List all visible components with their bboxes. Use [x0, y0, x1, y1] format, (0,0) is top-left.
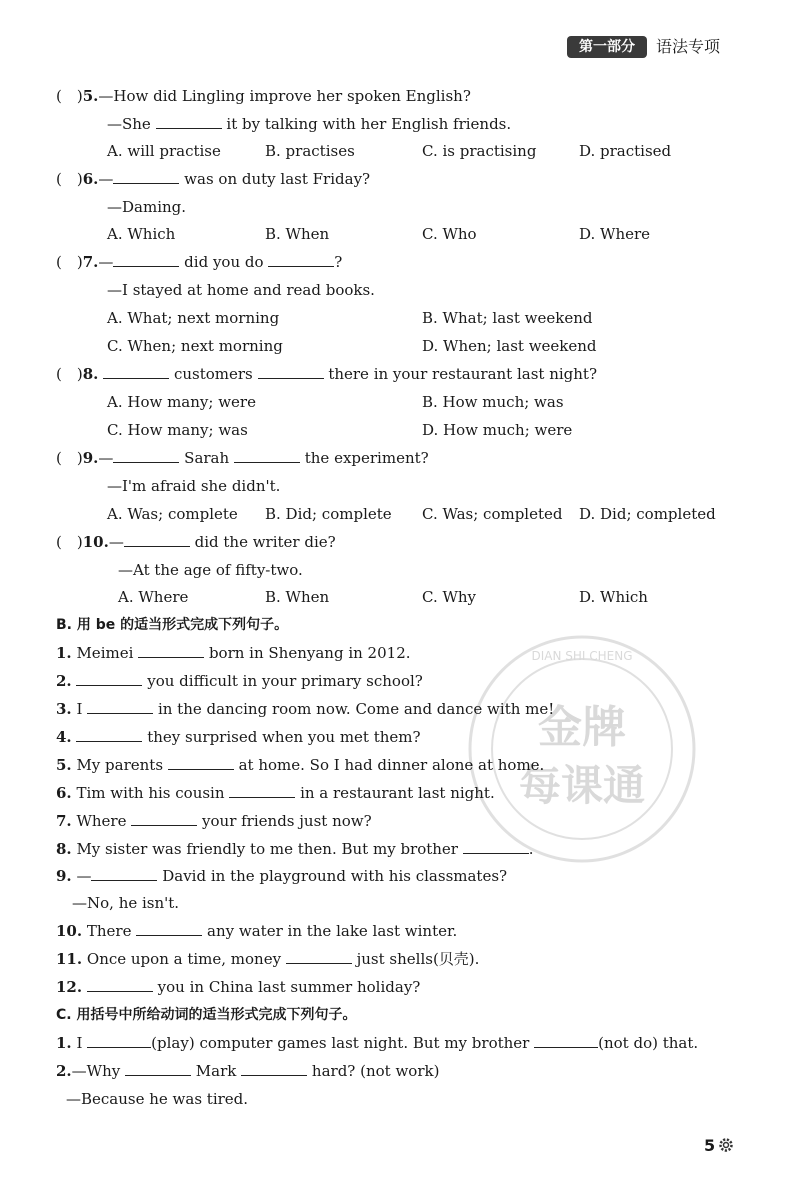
- b-item-12: [56, 977, 420, 997]
- answer-blank[interactable]: [76, 671, 142, 686]
- item-number: 8.: [56, 840, 72, 858]
- item-number: 3.: [56, 700, 72, 718]
- text: —She: [107, 115, 151, 133]
- text: —Why: [71, 1062, 121, 1080]
- answer-blank[interactable]: [234, 448, 300, 463]
- option-d: D. When; last weekend: [422, 337, 597, 355]
- option-c: C. How many; was: [107, 421, 248, 439]
- text: you difficult in your primary school?: [147, 672, 423, 690]
- question-text: —How did Lingling improve her spoken English?: [98, 87, 471, 105]
- answer-blank[interactable]: [113, 448, 179, 463]
- item-number: 2.: [56, 672, 72, 690]
- question-number: 7.: [82, 253, 99, 271]
- c-item-2-reply: —Because he was tired.: [66, 1090, 249, 1108]
- question-5-line2: [107, 114, 511, 134]
- answer-blank[interactable]: [534, 1033, 598, 1048]
- text: in the dancing room now. Come and dance with me!: [157, 700, 555, 718]
- item-number: 11.: [56, 950, 83, 968]
- answer-paren[interactable]: ( ): [56, 253, 83, 271]
- answer-paren[interactable]: ( ): [56, 449, 83, 467]
- watermark-line1: 金牌: [538, 702, 626, 753]
- answer-blank[interactable]: [286, 949, 352, 964]
- b-item-10: [56, 921, 457, 941]
- b-item-9-reply: —No, he isn't.: [72, 894, 180, 912]
- answer-blank[interactable]: [87, 1033, 151, 1048]
- text: hard? (not work): [311, 1062, 440, 1080]
- answer-blank[interactable]: [91, 866, 157, 881]
- text: your friends just now?: [202, 812, 372, 830]
- text: it by talking with her English friends.: [226, 115, 512, 133]
- answer-paren[interactable]: ( ): [56, 365, 83, 383]
- question-number: 9.: [82, 449, 99, 467]
- reply: —I stayed at home and read books.: [107, 281, 375, 299]
- option-c: C. Who: [422, 225, 477, 243]
- b-item-3: [56, 699, 554, 719]
- answer-paren[interactable]: ( ): [56, 87, 83, 105]
- text: (not do) that.: [598, 1034, 699, 1052]
- answer-blank[interactable]: [156, 114, 222, 129]
- text: customers: [173, 365, 253, 383]
- section-c-title: C. 用括号中所给动词的适当形式完成下列句子。: [56, 1007, 357, 1023]
- item-number: 5.: [56, 756, 72, 774]
- text: the experiment?: [304, 449, 429, 467]
- text: —: [98, 170, 114, 188]
- option-d: D. How much; were: [422, 421, 573, 439]
- answer-blank[interactable]: [87, 977, 153, 992]
- text: any water in the lake last winter.: [207, 922, 458, 940]
- item-number: 12.: [56, 978, 83, 996]
- section-title: 语法专项: [656, 37, 721, 56]
- answer-blank[interactable]: [168, 755, 234, 770]
- option-b: B. When: [265, 588, 330, 606]
- text: just shells(贝壳).: [356, 950, 480, 968]
- b-item-6: [56, 783, 495, 803]
- text: My parents: [76, 756, 164, 774]
- question-10: [56, 532, 336, 552]
- gear-icon: [718, 1137, 734, 1153]
- question-8: [56, 364, 597, 384]
- option-a: A. How many; were: [107, 393, 256, 411]
- answer-blank[interactable]: [124, 532, 190, 547]
- text: Where: [76, 812, 127, 830]
- answer-paren[interactable]: ( ): [56, 533, 83, 551]
- text: there in your restaurant last night?: [328, 365, 597, 383]
- b-item-8: [56, 839, 534, 859]
- option-c: C. When; next morning: [107, 337, 283, 355]
- option-c: C. Was; completed: [422, 505, 563, 523]
- option-d: D. practised: [579, 142, 672, 160]
- question-number: 10.: [82, 533, 109, 551]
- text: Sarah: [184, 449, 230, 467]
- option-d: D. Where: [579, 225, 651, 243]
- answer-blank[interactable]: [103, 364, 169, 379]
- text: There: [86, 922, 132, 940]
- answer-paren[interactable]: ( ): [56, 170, 83, 188]
- text: David in the playground with his classmates?: [162, 867, 508, 885]
- text: at home. So I had dinner alone at home.: [238, 756, 545, 774]
- option-b: B. How much; was: [422, 393, 564, 411]
- option-c: C. is practising: [422, 142, 537, 160]
- question-9: [56, 448, 429, 468]
- part-tag: 第一部分: [567, 36, 647, 58]
- text: born in Shenyang in 2012.: [208, 644, 411, 662]
- option-c: C. Why: [422, 588, 477, 606]
- answer-blank[interactable]: [138, 643, 204, 658]
- answer-blank[interactable]: [76, 727, 142, 742]
- watermark-stamp: [465, 632, 700, 867]
- b-item-7: [56, 811, 372, 831]
- item-number: 2.: [56, 1062, 72, 1080]
- section-b-title: B. 用 be 的适当形式完成下列句子。: [56, 617, 289, 633]
- item-number: 1.: [56, 1034, 72, 1052]
- text: did the writer die?: [194, 533, 336, 551]
- c-item-2: [56, 1061, 439, 1081]
- question-6: [56, 169, 370, 189]
- page-number: 5: [704, 1136, 716, 1155]
- question-number: 8.: [82, 365, 99, 383]
- text: —: [98, 253, 114, 271]
- text: Mark: [195, 1062, 237, 1080]
- text: I: [76, 1034, 83, 1052]
- option-b: B. What; last weekend: [422, 309, 593, 327]
- text: did you do: [184, 253, 264, 271]
- text: My sister was friendly to me then. But my brother: [76, 840, 458, 858]
- b-item-5: [56, 755, 544, 775]
- text: ?: [334, 253, 343, 271]
- text: —: [98, 449, 114, 467]
- item-number: 1.: [56, 644, 72, 662]
- option-b: B. practises: [265, 142, 355, 160]
- answer-blank[interactable]: [241, 1061, 307, 1076]
- text: (play) computer games last night. But my brother: [151, 1034, 530, 1052]
- text: —: [108, 533, 124, 551]
- answer-blank[interactable]: [125, 1061, 191, 1076]
- item-number: 4.: [56, 728, 72, 746]
- answer-blank[interactable]: [229, 783, 295, 798]
- answer-blank[interactable]: [87, 699, 153, 714]
- option-b: B. When: [265, 225, 330, 243]
- question-number: 6.: [82, 170, 99, 188]
- b-item-9: [56, 866, 507, 886]
- reply: —Daming.: [107, 198, 187, 216]
- text: .: [528, 840, 534, 858]
- option-a: A. will practise: [107, 142, 221, 160]
- watermark-ring: DIAN SHI CHENG: [531, 649, 633, 663]
- reply: —I'm afraid she didn't.: [107, 477, 281, 495]
- text: —: [76, 867, 92, 885]
- answer-blank[interactable]: [113, 252, 179, 267]
- b-item-1: [56, 643, 411, 663]
- item-number: 10.: [56, 922, 83, 940]
- text: they surprised when you met them?: [147, 728, 421, 746]
- item-number: 7.: [56, 812, 72, 830]
- option-a: A. Where: [118, 588, 189, 606]
- answer-blank[interactable]: [463, 839, 529, 854]
- text: Once upon a time, money: [86, 950, 282, 968]
- text: was on duty last Friday?: [184, 170, 371, 188]
- option-d: D. Which: [579, 588, 648, 606]
- answer-blank[interactable]: [113, 169, 179, 184]
- text: Meimei: [76, 644, 134, 662]
- answer-blank[interactable]: [268, 252, 334, 267]
- text: Tim with his cousin: [76, 784, 225, 802]
- question-7: [56, 252, 342, 272]
- b-item-11: [56, 949, 479, 969]
- option-a: A. What; next morning: [107, 309, 280, 327]
- answer-blank[interactable]: [258, 364, 324, 379]
- text: in a restaurant last night.: [300, 784, 495, 802]
- question-number: 5.: [82, 87, 99, 105]
- answer-blank[interactable]: [136, 921, 202, 936]
- option-a: A. Which: [107, 225, 176, 243]
- c-item-1: [56, 1033, 698, 1053]
- text: I: [76, 700, 83, 718]
- watermark-line2: 每课通: [518, 761, 646, 810]
- b-item-4: [56, 727, 421, 747]
- answer-blank[interactable]: [131, 811, 197, 826]
- item-number: 6.: [56, 784, 72, 802]
- reply: —At the age of fifty-two.: [118, 561, 303, 579]
- option-b: B. Did; complete: [265, 505, 392, 523]
- text: you in China last summer holiday?: [157, 978, 421, 996]
- item-number: 9.: [56, 867, 72, 885]
- b-item-2: [56, 671, 423, 691]
- option-d: D. Did; completed: [579, 505, 716, 523]
- option-a: A. Was; complete: [107, 505, 238, 523]
- question-5: [56, 86, 471, 106]
